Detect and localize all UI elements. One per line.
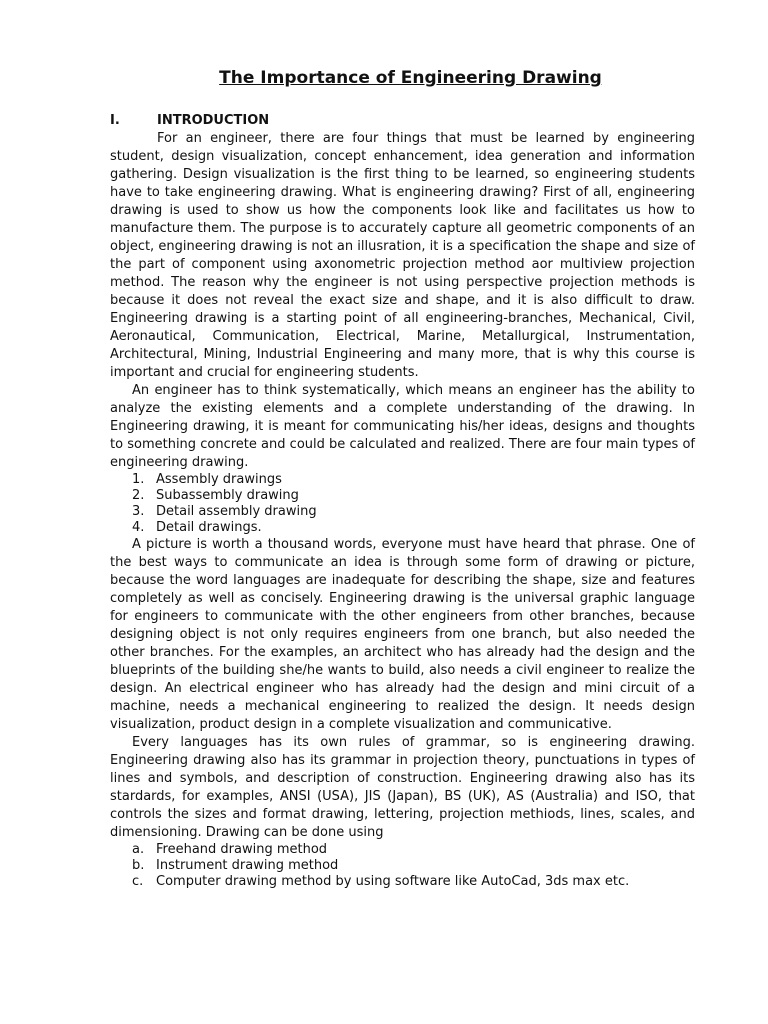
list-item-text: Detail assembly drawing	[156, 504, 317, 519]
list-item	[110, 874, 695, 890]
section-heading	[110, 112, 695, 130]
list-marker: 1.	[132, 472, 145, 487]
drawing-methods-list	[110, 842, 695, 890]
list-item	[110, 488, 695, 504]
list-item-text: Freehand drawing method	[156, 842, 328, 857]
list-item	[110, 472, 695, 488]
list-item-text: Computer drawing method by using software like AutoCad, 3ds max etc.	[156, 874, 630, 889]
list-item	[110, 842, 695, 858]
section-title: INTRODUCTION	[157, 113, 270, 128]
drawing-types-list	[110, 472, 695, 536]
list-item	[110, 858, 695, 874]
list-marker: 3.	[132, 504, 145, 519]
paragraph-intro: For an engineer, there are four things that must be learned by engineering student, design visualization, concept enhancement, idea generation and information gathering. Design visualization is the first thing to be learned, so engineering students have to take engineering drawing. What is engineering drawing? First of all, engineering drawing is used to show us how the components look like and facilitates us how to manufacture them. The purpose is to accurately capture all geometric components of an object, engineering drawing is not an illusration, it is a specification the shape and size of the part of component using axonometric projection method aor multiview projection method. The reason why the engineer is not using perspective projection methods is because it does not reveal the exact size and shape, and it is also difficult to draw. Engineering drawing is a starting point of all engineering-branches, Mechanical, Civil, Aeronautical, Communication, Electrical, Marine, Metallurgical, Instrumentation, Architectural, Mining, Industrial Engineering and many more, that is why this course is important and crucial for engineering students.	[110, 131, 695, 380]
list-item-text: Subassembly drawing	[156, 488, 299, 503]
list-marker: b.	[132, 858, 145, 873]
list-item	[110, 504, 695, 520]
document-title: The Importance of Engineering Drawing	[219, 68, 602, 88]
list-marker: 4.	[132, 520, 145, 535]
list-item	[110, 520, 695, 536]
paragraph-systematic: An engineer has to think systematically, which means an engineer has the ability to analyze the existing elements and a complete understanding of the drawing. In Engineering drawing, it is meant for communicating his/her ideas, designs and thoughts to something concrete and could be calculated and realized. There are four main types of engineering drawing.	[110, 383, 695, 470]
list-marker: 2.	[132, 488, 145, 503]
paragraph-grammar: Every languages has its own rules of grammar, so is engineering drawing. Engineering drawing also has its grammar in projection theory, punctuations in types of lines and symbols, and description of construction. Engineering drawing also has its stardards, for examples, ANSI (USA), JIS (Japan), BS (UK), AS (Australia) and ISO, that controls the sizes and format drawing, lettering, projection methiods, lines, scales, and dimensioning. Drawing can be done using	[110, 735, 695, 840]
section-number: I.	[110, 113, 120, 128]
list-item-text: Assembly drawings	[156, 472, 282, 487]
list-marker: a.	[132, 842, 145, 857]
paragraph-picture: A picture is worth a thousand words, everyone must have heard that phrase. One of the best ways to communicate an idea is through some form of drawing or picture, because the word languages are inadequate for describing the shape, size and features completely as well as concisely. Engineering drawing is the universal graphic language for engineers to communicate with the other engineers from other branches, because designing object is not only requires engineers from one branch, but also needed the other branches. For the examples, an architect who has already had the design and the blueprints of the building she/he wants to build, also needs a civil engineer to realize the design. An electrical engineer who has already had the design and mini circuit of a machine, needs a mechanical engineering to realized the design. It needs design visualization, product design in a complete visualization and communicative.	[110, 537, 695, 732]
list-item-text: Instrument drawing method	[156, 858, 339, 873]
list-item-text: Detail drawings.	[156, 520, 262, 535]
list-marker: c.	[132, 874, 144, 889]
